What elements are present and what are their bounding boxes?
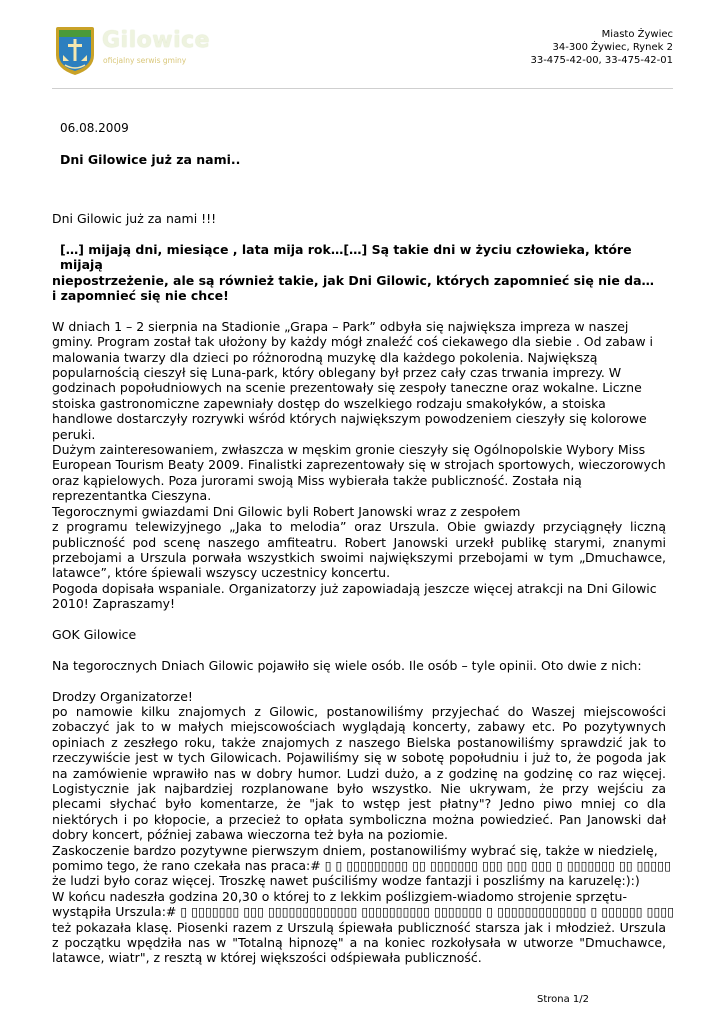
article-intro: Dni Gilowic już za nami !!! [52, 211, 217, 226]
letter-paragraph: wystąpiła Urszula:# ▯ ▯▯▯▯▯▯▯ ▯▯▯ ▯▯▯▯▯▯▯▯▯▯▯▯▯ ▯▯▯▯▯▯▯▯▯▯ ▯▯▯▯▯▯▯ ▯ ▯▯▯▯▯▯▯▯▯▯▯▯▯ ▯ ▯▯▯▯▯▯ ▯▯▯▯ [52, 904, 675, 920]
header-divider [52, 88, 673, 89]
letter-paragraph: że ludzi było coraz więcej. Troszkę nawet puściliśmy wodze fantazji i poszliśmy na karuzelę:):) [52, 873, 640, 889]
letter-paragraph: pomimo tego, że rano czekała nas praca:# ▯ ▯ ▯▯▯▯▯▯▯▯▯ ▯▯ ▯▯▯▯▯▯▯ ▯▯▯ ▯▯▯ ▯▯▯ ▯ ▯▯▯▯▯▯▯ ▯▯ ▯▯▯▯▯ [52, 857, 672, 873]
page-number: Strona 1/2 [537, 994, 590, 1005]
lead-quote-line: […] mijają dni, miesiące , lata mija rok…[…] Są takie dni w życiu człowieka, które mijają [60, 241, 632, 273]
site-logo[interactable] [52, 22, 211, 82]
article-title: Dni Gilowice już za nami.. [60, 152, 241, 167]
address-line: 33-475-42-00, 33-475-42-01 [530, 55, 673, 66]
address-line: Miasto Żywiec [601, 29, 673, 40]
letter-paragraph: też pokazała klasę. Piosenki razem z Urszulą śpiewała publiczność starsza jak i młodzież. Urszula z początku wpędziła nas w "Totalną hipnozę" a na koniec rozkołysała w utworze "Dmuchawce, latawce, wiatr", z resztą w której większości odśpiewała publiczność. [52, 919, 666, 966]
article-date: 06.08.2009 [60, 121, 129, 135]
contact-address [530, 28, 673, 67]
opinions-intro: Na tegorocznych Dniach Gilowic pojawiło się wiele osób. Ile osób – tyle opinii. Oto dwie z nich: [52, 657, 642, 673]
article-signature: GOK Gilowice [52, 626, 137, 642]
address-line: 34-300 Żywiec, Rynek 2 [552, 42, 673, 53]
article-paragraph: W dniach 1 – 2 sierpnia na Stadionie „Grapa – Park” odbyła się największa impreza w naszej gminy. Program został tak ułożony by każdy mógł znaleźć coś ciekawego dla siebie . Od zabaw i malowania twarzy dla dzieci po różnorodną muzykę dla każdego pokolenia. Największą popularnością cieszył się Luna-park, który oblegany był przez cały czas trwania imprezy. W godzinach popołudniowych na scenie prezentowały się zespoły taneczne oraz wokalne. Liczne stoiska gastronomiczne zapewniały dostęp do wszelkiego rodzaju smakołyków, a stoiska handlowe dostarczyły rozrywki wśród których największym powodzeniem cieszyły się kolorowe peruki. [52, 318, 653, 442]
coat-of-arms-icon [53, 25, 97, 77]
article-body [52, 211, 675, 966]
logo-subtitle: oficjalny serwis gminy [103, 56, 187, 65]
logo-title: Gilowice [102, 28, 211, 53]
article-paragraph: z programu telewizyjnego „Jaka to melodia” oraz Urszula. Obie gwiazdy przyciągnęły liczną publiczność pod scenę naszego amfiteatru. Robert Janowski urzekł publikę starymi, znanymi przebojami a Urszula porwała wszystkich swoimi największymi przebojami w tym „Dmuchawce, latawce”, które śpiewali wszyscy uczestnicy koncertu. [52, 519, 666, 581]
page-header [52, 22, 673, 88]
lead-quote-line: i zapomnieć się nie chce! [52, 288, 229, 304]
letter-paragraph: W końcu nadeszła godzina 20,30 o której to z lekkim poślizgiem-wiadomo strojenie sprzętu- [52, 888, 627, 904]
lead-quote-line: niepostrzeżenie, ale są również takie, jak Dni Gilowic, których zapomnieć się nie da… [52, 272, 655, 288]
letter-paragraph: Zaskoczenie bardzo pozytywne pierwszym dniem, postanowiliśmy wybrać się, także w niedzielę, [52, 842, 658, 858]
letter-salutation: Drodzy Organizatorze! [52, 688, 193, 704]
article-paragraph: Dużym zainteresowaniem, zwłaszcza w męskim gronie cieszyły się Ogólnopolskie Wybory Miss European Tourism Beaty 2009. Finalistki zaprezentowały się w strojach sportowych, wieczorowych oraz kąpielowych. Poza jurorami swoją Miss wybierała także publiczność. Została nią reprezentantka Cieszyna. [52, 442, 666, 504]
article-paragraph: Pogoda dopisała wspaniale. Organizatorzy już zapowiadają jeszcze więcej atrakcji na Dni Gilowic 2010! Zapraszamy! [52, 580, 657, 612]
article-paragraph: Tegorocznymi gwiazdami Dni Gilowic byli Robert Janowski wraz z zespołem [52, 503, 521, 519]
letter-paragraph: po namowie kilku znajomych z Gilowic, postanowiliśmy przyjechać do Waszej miejscowości zobaczyć jak to w małych miejscowościach wyglądają koncerty, zabawy etc. Po pozytywnych opiniach z zeszłego roku, także znajomych z naszego Bielska postanowiliśmy sprawdzić jak to rzeczywiście jest w tych Gilowicach. Pojawiliśmy się w sobotę popołudniu i już to, że pogoda jak na zamówienie wprawiło nas w dobry humor. Ludzi dużo, a z godzinę na godzinę co raz więcej. Logistycznie jak najbardziej rozplanowane było wszystko. Nie ukrywam, że przy wejściu za plecami słychać było komentarze, że "jak to wstęp jest płatny"? Jedno piwo mniej co dla niektórych i po kłopocie, a przecież to opłata symboliczna można powiedzieć. Pan Janowski dał dobry koncert, później zabawa wieczorna też była na poziomie. [52, 703, 666, 843]
